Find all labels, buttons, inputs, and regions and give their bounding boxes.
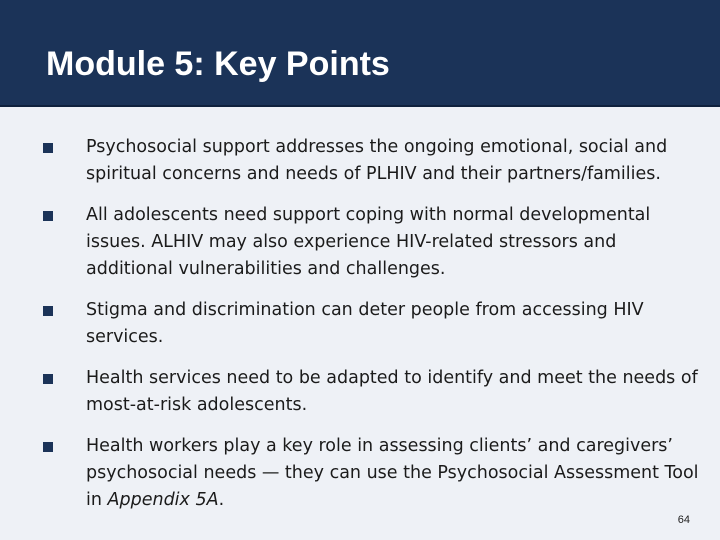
square-bullet-icon (43, 442, 53, 452)
square-bullet-icon (43, 306, 53, 316)
bullet-item (40, 365, 700, 419)
appendix-reference: Appendix 5A (107, 490, 219, 510)
square-bullet-icon (43, 143, 53, 153)
bullet-item (40, 134, 700, 188)
square-bullet-icon (43, 211, 53, 221)
bullet-item (40, 433, 700, 514)
bullet-item (40, 297, 700, 351)
bullet-list (40, 134, 700, 528)
bullet-text: Stigma and discrimination can deter people from accessing HIV services. (86, 300, 644, 347)
slide-title: Module 5: Key Points (46, 45, 390, 83)
bullet-text: Health services need to be adapted to identify and meet the needs of most-at-risk adolescents. (86, 368, 698, 415)
square-bullet-icon (43, 374, 53, 384)
bullet-text: Psychosocial support addresses the ongoing emotional, social and spiritual concerns and needs of PLHIV and their partners/families. (86, 137, 668, 184)
bullet-item (40, 202, 700, 283)
bullet-text: Health workers play a key role in assessing clients’ and caregivers’ psychosocial needs — they can use the Psychosocial Assessment Tool in (86, 436, 699, 510)
bullet-suffix: . (218, 490, 225, 510)
bullet-text: All adolescents need support coping with normal developmental issues. ALHIV may also experience HIV-related stressors and additional vulnerabilities and challenges. (86, 205, 651, 279)
title-bar (0, 0, 720, 107)
page-number: 64 (677, 514, 690, 526)
